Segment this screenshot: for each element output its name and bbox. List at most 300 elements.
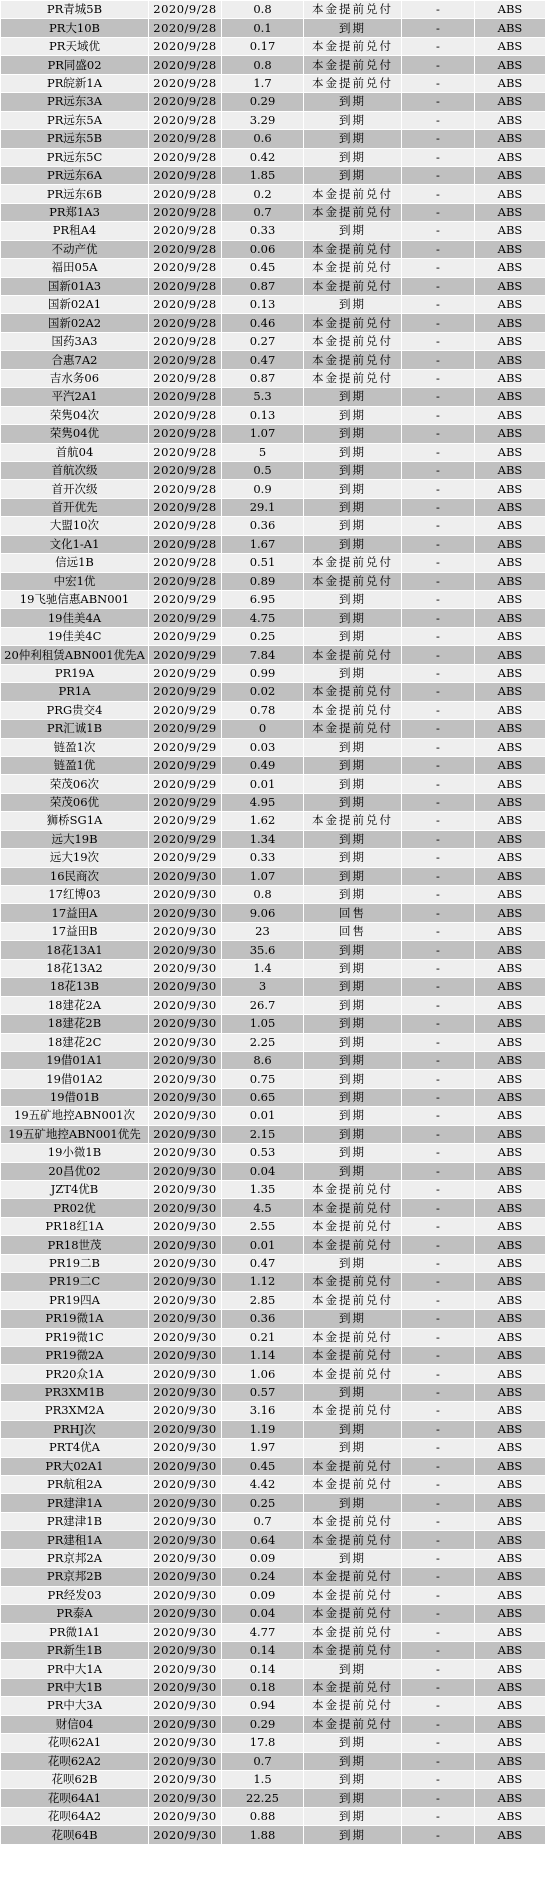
bond-name-cell: PR建津1B	[1, 1512, 149, 1530]
amount-cell: 0.1	[222, 19, 304, 37]
amount-cell: 0.87	[222, 277, 304, 295]
category-cell: ABS	[475, 756, 545, 774]
event-type-cell: 到期	[304, 591, 402, 609]
amount-cell: 1.34	[222, 830, 304, 848]
amount-cell: 0.29	[222, 93, 304, 111]
category-cell: ABS	[475, 572, 545, 590]
category-cell: ABS	[475, 166, 545, 184]
bond-name-cell: PR建津1A	[1, 1494, 149, 1512]
event-type-cell: 本金提前兑付	[304, 572, 402, 590]
event-type-cell: 本金提前兑付	[304, 1457, 402, 1475]
category-cell: ABS	[475, 19, 545, 37]
date-cell: 2020/9/30	[149, 1476, 222, 1494]
extra-cell: -	[402, 1476, 475, 1494]
category-cell: ABS	[475, 480, 545, 498]
category-cell: ABS	[475, 406, 545, 424]
table-row	[1, 1402, 545, 1420]
category-cell: ABS	[475, 461, 545, 479]
amount-cell: 26.7	[222, 996, 304, 1014]
event-type-cell: 到期	[304, 664, 402, 682]
event-type-cell: 到期	[304, 1383, 402, 1401]
date-cell: 2020/9/28	[149, 554, 222, 572]
date-cell: 2020/9/30	[149, 1512, 222, 1530]
table-row	[1, 867, 545, 885]
category-cell: ABS	[475, 111, 545, 129]
category-cell: ABS	[475, 1771, 545, 1789]
amount-cell: 0.45	[222, 1457, 304, 1475]
bond-name-cell: 18建花2C	[1, 1033, 149, 1051]
date-cell: 2020/9/30	[149, 1641, 222, 1659]
category-cell: ABS	[475, 1697, 545, 1715]
extra-cell: -	[402, 775, 475, 793]
extra-cell: -	[402, 1254, 475, 1272]
bond-name-cell: PR新生1B	[1, 1641, 149, 1659]
amount-cell: 5	[222, 443, 304, 461]
amount-cell: 17.8	[222, 1734, 304, 1752]
event-type-cell: 到期	[304, 443, 402, 461]
table-row	[1, 19, 545, 37]
amount-cell: 2.15	[222, 1125, 304, 1143]
event-type-cell: 到期	[304, 978, 402, 996]
date-cell: 2020/9/28	[149, 314, 222, 332]
bond-name-cell: 狮桥SG1A	[1, 812, 149, 830]
bond-name-cell: PR18红1A	[1, 1217, 149, 1235]
table-row	[1, 1734, 545, 1752]
event-type-cell: 本金提前兑付	[304, 1199, 402, 1217]
bond-name-cell: 吉水务06	[1, 369, 149, 387]
event-type-cell: 到期	[304, 775, 402, 793]
table-row	[1, 738, 545, 756]
amount-cell: 0.94	[222, 1697, 304, 1715]
date-cell: 2020/9/28	[149, 240, 222, 258]
bond-name-cell: PR远东5A	[1, 111, 149, 129]
event-type-cell: 回售	[304, 922, 402, 940]
extra-cell: -	[402, 738, 475, 756]
amount-cell: 0.06	[222, 240, 304, 258]
table-row	[1, 554, 545, 572]
table-row	[1, 1531, 545, 1549]
category-cell: ABS	[475, 775, 545, 793]
category-cell: ABS	[475, 388, 545, 406]
date-cell: 2020/9/30	[149, 1734, 222, 1752]
bond-name-cell: PR天域优	[1, 37, 149, 55]
table-row	[1, 388, 545, 406]
category-cell: ABS	[475, 609, 545, 627]
bond-name-cell: PR中大1B	[1, 1678, 149, 1696]
bond-name-cell: 17益田B	[1, 922, 149, 940]
table-row	[1, 646, 545, 664]
date-cell: 2020/9/28	[149, 406, 222, 424]
extra-cell: -	[402, 1457, 475, 1475]
table-row	[1, 480, 545, 498]
event-type-cell: 本金提前兑付	[304, 554, 402, 572]
bond-name-cell: 17红博03	[1, 886, 149, 904]
event-type-cell: 到期	[304, 1162, 402, 1180]
bond-name-cell: 信远1B	[1, 554, 149, 572]
extra-cell: -	[402, 627, 475, 645]
extra-cell: -	[402, 517, 475, 535]
extra-cell: -	[402, 830, 475, 848]
table-row	[1, 1457, 545, 1475]
bond-name-cell: PR02优	[1, 1199, 149, 1217]
event-type-cell: 到期	[304, 498, 402, 516]
table-row	[1, 812, 545, 830]
table-row	[1, 1439, 545, 1457]
amount-cell: 0.21	[222, 1328, 304, 1346]
extra-cell: -	[402, 1070, 475, 1088]
bond-name-cell: 19借01A1	[1, 1051, 149, 1069]
amount-cell: 0.47	[222, 351, 304, 369]
event-type-cell: 到期	[304, 1771, 402, 1789]
amount-cell: 0.09	[222, 1549, 304, 1567]
date-cell: 2020/9/28	[149, 351, 222, 369]
extra-cell: -	[402, 480, 475, 498]
extra-cell: -	[402, 1273, 475, 1291]
date-cell: 2020/9/28	[149, 332, 222, 350]
event-type-cell: 本金提前兑付	[304, 1678, 402, 1696]
event-type-cell: 到期	[304, 793, 402, 811]
category-cell: ABS	[475, 93, 545, 111]
category-cell: ABS	[475, 240, 545, 258]
category-cell: ABS	[475, 148, 545, 166]
date-cell: 2020/9/30	[149, 1752, 222, 1770]
date-cell: 2020/9/29	[149, 812, 222, 830]
amount-cell: 0.7	[222, 203, 304, 221]
table-row	[1, 166, 545, 184]
date-cell: 2020/9/30	[149, 1568, 222, 1586]
date-cell: 2020/9/30	[149, 1236, 222, 1254]
event-type-cell: 到期	[304, 388, 402, 406]
bond-name-cell: PR租A4	[1, 222, 149, 240]
bond-name-cell: PR远东5C	[1, 148, 149, 166]
table-row	[1, 535, 545, 553]
table-row	[1, 351, 545, 369]
category-cell: ABS	[475, 812, 545, 830]
category-cell: ABS	[475, 1439, 545, 1457]
amount-cell: 1.05	[222, 1015, 304, 1033]
event-type-cell: 到期	[304, 461, 402, 479]
amount-cell: 0.33	[222, 222, 304, 240]
extra-cell: -	[402, 1328, 475, 1346]
bond-name-cell: 花呗62A1	[1, 1734, 149, 1752]
event-type-cell: 到期	[304, 959, 402, 977]
amount-cell: 0.33	[222, 849, 304, 867]
category-cell: ABS	[475, 1088, 545, 1106]
category-cell: ABS	[475, 1476, 545, 1494]
event-type-cell: 到期	[304, 517, 402, 535]
date-cell: 2020/9/30	[149, 1254, 222, 1272]
extra-cell: -	[402, 1144, 475, 1162]
category-cell: ABS	[475, 793, 545, 811]
event-type-cell: 本金提前兑付	[304, 74, 402, 92]
extra-cell: -	[402, 1217, 475, 1235]
table-row	[1, 130, 545, 148]
bond-name-cell: 19借01B	[1, 1088, 149, 1106]
amount-cell: 1.06	[222, 1365, 304, 1383]
table-row	[1, 1512, 545, 1530]
date-cell: 2020/9/28	[149, 480, 222, 498]
amount-cell: 2.55	[222, 1217, 304, 1235]
extra-cell: -	[402, 111, 475, 129]
bond-name-cell: 19五矿地控ABN001优先	[1, 1125, 149, 1143]
date-cell: 2020/9/30	[149, 1273, 222, 1291]
date-cell: 2020/9/28	[149, 277, 222, 295]
amount-cell: 0.8	[222, 56, 304, 74]
event-type-cell: 到期	[304, 1494, 402, 1512]
amount-cell: 1.88	[222, 1826, 304, 1844]
event-type-cell: 到期	[304, 166, 402, 184]
amount-cell: 23	[222, 922, 304, 940]
amount-cell: 0.7	[222, 1752, 304, 1770]
event-type-cell: 本金提前兑付	[304, 1291, 402, 1309]
category-cell: ABS	[475, 369, 545, 387]
category-cell: ABS	[475, 1346, 545, 1364]
date-cell: 2020/9/28	[149, 425, 222, 443]
category-cell: ABS	[475, 1181, 545, 1199]
table-row	[1, 517, 545, 535]
extra-cell: -	[402, 849, 475, 867]
bond-name-cell: PR3XM1B	[1, 1383, 149, 1401]
table-row	[1, 1217, 545, 1235]
date-cell: 2020/9/30	[149, 1107, 222, 1125]
extra-cell: -	[402, 1568, 475, 1586]
table-row	[1, 93, 545, 111]
amount-cell: 0.51	[222, 554, 304, 572]
date-cell: 2020/9/30	[149, 904, 222, 922]
category-cell: ABS	[475, 1310, 545, 1328]
date-cell: 2020/9/30	[149, 1383, 222, 1401]
extra-cell: -	[402, 978, 475, 996]
event-type-cell: 本金提前兑付	[304, 1402, 402, 1420]
extra-cell: -	[402, 1051, 475, 1069]
bond-name-cell: PR3XM2A	[1, 1402, 149, 1420]
amount-cell: 3	[222, 978, 304, 996]
category-cell: ABS	[475, 867, 545, 885]
category-cell: ABS	[475, 1457, 545, 1475]
extra-cell: -	[402, 56, 475, 74]
event-type-cell: 到期	[304, 1310, 402, 1328]
category-cell: ABS	[475, 535, 545, 553]
extra-cell: -	[402, 19, 475, 37]
event-type-cell: 本金提前兑付	[304, 1715, 402, 1733]
category-cell: ABS	[475, 277, 545, 295]
extra-cell: -	[402, 443, 475, 461]
date-cell: 2020/9/28	[149, 222, 222, 240]
date-cell: 2020/9/30	[149, 1051, 222, 1069]
extra-cell: -	[402, 867, 475, 885]
category-cell: ABS	[475, 1107, 545, 1125]
date-cell: 2020/9/28	[149, 461, 222, 479]
event-type-cell: 本金提前兑付	[304, 1365, 402, 1383]
bond-name-cell: 国药3A3	[1, 332, 149, 350]
bond-name-cell: 远大19B	[1, 830, 149, 848]
date-cell: 2020/9/28	[149, 56, 222, 74]
bond-name-cell: PR18世茂	[1, 1236, 149, 1254]
date-cell: 2020/9/29	[149, 793, 222, 811]
date-cell: 2020/9/28	[149, 388, 222, 406]
bond-name-cell: 首开次级	[1, 480, 149, 498]
table-row	[1, 886, 545, 904]
amount-cell: 1.7	[222, 74, 304, 92]
category-cell: ABS	[475, 1789, 545, 1807]
bond-name-cell: PR1A	[1, 683, 149, 701]
bond-name-cell: 福田05A	[1, 259, 149, 277]
table-row	[1, 1568, 545, 1586]
category-cell: ABS	[475, 996, 545, 1014]
category-cell: ABS	[475, 1715, 545, 1733]
category-cell: ABS	[475, 296, 545, 314]
date-cell: 2020/9/28	[149, 74, 222, 92]
category-cell: ABS	[475, 922, 545, 940]
table-row	[1, 203, 545, 221]
table-row	[1, 443, 545, 461]
date-cell: 2020/9/28	[149, 259, 222, 277]
table-row	[1, 720, 545, 738]
table-row	[1, 1181, 545, 1199]
table-row	[1, 849, 545, 867]
event-type-cell: 本金提前兑付	[304, 720, 402, 738]
date-cell: 2020/9/30	[149, 1457, 222, 1475]
bond-name-cell: PR中大1A	[1, 1660, 149, 1678]
extra-cell: -	[402, 1088, 475, 1106]
table-row	[1, 996, 545, 1014]
category-cell: ABS	[475, 203, 545, 221]
extra-cell: -	[402, 222, 475, 240]
amount-cell: 8.6	[222, 1051, 304, 1069]
amount-cell: 3.16	[222, 1402, 304, 1420]
event-type-cell: 到期	[304, 849, 402, 867]
date-cell: 2020/9/30	[149, 1420, 222, 1438]
category-cell: ABS	[475, 738, 545, 756]
table-row	[1, 222, 545, 240]
table-row	[1, 461, 545, 479]
category-cell: ABS	[475, 351, 545, 369]
category-cell: ABS	[475, 664, 545, 682]
amount-cell: 1.12	[222, 1273, 304, 1291]
bond-name-cell: 荣茂06优	[1, 793, 149, 811]
table-row	[1, 332, 545, 350]
bond-name-cell: PRHJ次	[1, 1420, 149, 1438]
bond-name-cell: 花呗64B	[1, 1826, 149, 1844]
event-type-cell: 到期	[304, 130, 402, 148]
event-type-cell: 到期	[304, 996, 402, 1014]
table-row	[1, 1660, 545, 1678]
category-cell: ABS	[475, 1328, 545, 1346]
event-type-cell: 到期	[304, 1125, 402, 1143]
amount-cell: 1.62	[222, 812, 304, 830]
date-cell: 2020/9/28	[149, 443, 222, 461]
extra-cell: -	[402, 812, 475, 830]
bond-name-cell: PR京邦2A	[1, 1549, 149, 1567]
table-row	[1, 369, 545, 387]
date-cell: 2020/9/29	[149, 756, 222, 774]
category-cell: ABS	[475, 517, 545, 535]
amount-cell: 0.17	[222, 37, 304, 55]
amount-cell: 0.57	[222, 1383, 304, 1401]
bond-name-cell: 花呗62B	[1, 1771, 149, 1789]
table-row	[1, 793, 545, 811]
amount-cell: 0.25	[222, 627, 304, 645]
amount-cell: 0.7	[222, 1512, 304, 1530]
date-cell: 2020/9/28	[149, 130, 222, 148]
date-cell: 2020/9/29	[149, 591, 222, 609]
table-row	[1, 1273, 545, 1291]
amount-cell: 0.88	[222, 1807, 304, 1825]
table-row	[1, 1494, 545, 1512]
table-row	[1, 1623, 545, 1641]
event-type-cell: 到期	[304, 406, 402, 424]
date-cell: 2020/9/30	[149, 1033, 222, 1051]
bond-name-cell: 19小微1B	[1, 1144, 149, 1162]
extra-cell: -	[402, 351, 475, 369]
amount-cell: 0.47	[222, 1254, 304, 1272]
extra-cell: -	[402, 720, 475, 738]
category-cell: ABS	[475, 1531, 545, 1549]
extra-cell: -	[402, 240, 475, 258]
bond-name-cell: 19五矿地控ABN001次	[1, 1107, 149, 1125]
event-type-cell: 本金提前兑付	[304, 1, 402, 19]
event-type-cell: 到期	[304, 148, 402, 166]
table-row	[1, 1070, 545, 1088]
category-cell: ABS	[475, 1512, 545, 1530]
date-cell: 2020/9/30	[149, 1328, 222, 1346]
amount-cell: 0.29	[222, 1715, 304, 1733]
event-type-cell: 本金提前兑付	[304, 185, 402, 203]
event-type-cell: 到期	[304, 1015, 402, 1033]
amount-cell: 0.36	[222, 517, 304, 535]
amount-cell: 35.6	[222, 941, 304, 959]
amount-cell: 0.5	[222, 461, 304, 479]
extra-cell: -	[402, 296, 475, 314]
amount-cell: 4.5	[222, 1199, 304, 1217]
bond-name-cell: PR远东3A	[1, 93, 149, 111]
amount-cell: 1.97	[222, 1439, 304, 1457]
category-cell: ABS	[475, 1051, 545, 1069]
table-row	[1, 1236, 545, 1254]
event-type-cell: 本金提前兑付	[304, 1623, 402, 1641]
category-cell: ABS	[475, 591, 545, 609]
event-type-cell: 本金提前兑付	[304, 37, 402, 55]
bond-name-cell: 荣茂06次	[1, 775, 149, 793]
bond-name-cell: PR经发03	[1, 1586, 149, 1604]
bond-name-cell: PR19四A	[1, 1291, 149, 1309]
extra-cell: -	[402, 1346, 475, 1364]
extra-cell: -	[402, 535, 475, 553]
table-row	[1, 1826, 545, 1844]
extra-cell: -	[402, 664, 475, 682]
event-type-cell: 本金提前兑付	[304, 1181, 402, 1199]
extra-cell: -	[402, 406, 475, 424]
event-type-cell: 到期	[304, 627, 402, 645]
event-type-cell: 到期	[304, 19, 402, 37]
amount-cell: 0	[222, 720, 304, 738]
extra-cell: -	[402, 37, 475, 55]
category-cell: ABS	[475, 1, 545, 19]
bond-name-cell: 中宏1优	[1, 572, 149, 590]
event-type-cell: 到期	[304, 1807, 402, 1825]
amount-cell: 1.4	[222, 959, 304, 977]
extra-cell: -	[402, 461, 475, 479]
category-cell: ABS	[475, 904, 545, 922]
date-cell: 2020/9/29	[149, 775, 222, 793]
bond-name-cell: 不动产优	[1, 240, 149, 258]
event-type-cell: 到期	[304, 886, 402, 904]
table-row	[1, 664, 545, 682]
bond-name-cell: PR19二C	[1, 1273, 149, 1291]
bond-name-cell: 链盈1优	[1, 756, 149, 774]
extra-cell: -	[402, 130, 475, 148]
event-type-cell: 本金提前兑付	[304, 1641, 402, 1659]
